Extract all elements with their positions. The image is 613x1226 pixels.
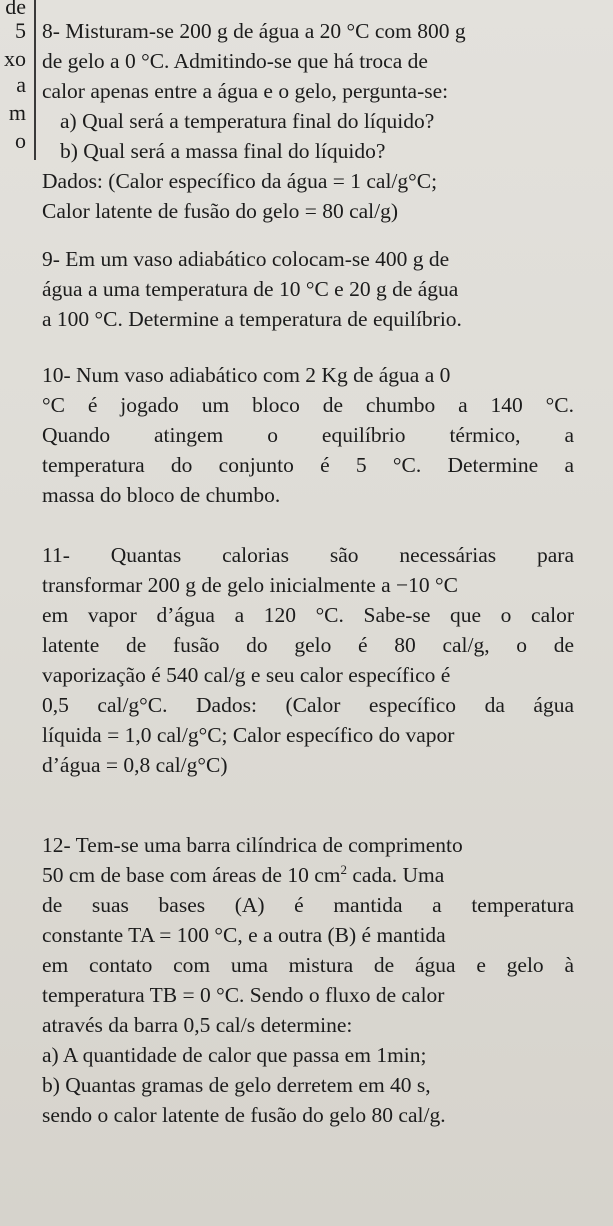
- q12-line2-end: cada. Uma: [347, 863, 445, 887]
- q11-line: 11- Quantas calorias são necessárias para: [42, 543, 574, 567]
- q12-item-a: a) A quantidade de calor que passa em 1min;: [42, 1043, 427, 1067]
- q9-line: água a uma temperatura de 10 °C e 20 g de água: [42, 277, 459, 301]
- margin-fragment: a: [16, 72, 26, 97]
- q12-line: através da barra 0,5 cal/s determine:: [42, 1013, 353, 1037]
- column-divider: [34, 0, 36, 160]
- q12-exponent: 2: [340, 861, 347, 877]
- q10-line: 10- Num vaso adiabático com 2 Kg de água a 0: [42, 363, 451, 387]
- q11-line: vaporização é 540 cal/g e seu calor específico é: [42, 663, 451, 687]
- q11-line: d’água = 0,8 cal/g°C): [42, 753, 228, 777]
- q11-line: líquida = 1,0 cal/g°C; Calor específico do vapor: [42, 723, 455, 747]
- q8-data-line: Dados: (Calor específico da água = 1 cal/g°C;: [42, 169, 438, 193]
- q8-line: calor apenas entre a água e o gelo, pergunta-se:: [42, 79, 449, 103]
- question-9: [42, 244, 574, 334]
- q8-line: de gelo a 0 °C. Admitindo-se que há troca de: [42, 49, 428, 73]
- question-11: [42, 540, 574, 780]
- margin-fragment: de: [5, 0, 26, 19]
- q10-line: Quando atingem o equilíbrio térmico, a: [42, 423, 574, 447]
- margin-fragment: o: [15, 128, 26, 153]
- q12-line: temperatura TB = 0 °C. Sendo o fluxo de calor: [42, 983, 445, 1007]
- q12-line: 12- Tem-se uma barra cilíndrica de comprimento: [42, 833, 463, 857]
- q9-line: a 100 °C. Determine a temperatura de equilíbrio.: [42, 307, 462, 331]
- question-12: [42, 830, 574, 1130]
- q12-line: em contato com uma mistura de água e gelo à: [42, 953, 574, 977]
- q10-line: °C é jogado um bloco de chumbo a 140 °C.: [42, 393, 574, 417]
- q8-data-line: Calor latente de fusão do gelo = 80 cal/g): [42, 199, 399, 223]
- question-10: [42, 360, 574, 510]
- q11-line: 0,5 cal/g°C. Dados: (Calor específico da água: [42, 693, 574, 717]
- q12-line: [42, 860, 574, 890]
- q8-item-b: b) Qual será a massa final do líquido?: [60, 139, 386, 163]
- q10-line: temperatura do conjunto é 5 °C. Determine a: [42, 453, 574, 477]
- q12-item-b-continued: sendo o calor latente de fusão do gelo 80 cal/g.: [42, 1103, 446, 1127]
- q12-line2-start: 50 cm de base com áreas de 10 cm: [42, 863, 341, 887]
- q12-line: constante TA = 100 °C, e a outra (B) é mantida: [42, 923, 446, 947]
- q8-line: 8- Misturam-se 200 g de água a 20 °C com 800 g: [42, 19, 466, 43]
- q11-line: transformar 200 g de gelo inicialmente a −10 °C: [42, 573, 458, 597]
- q11-line: latente de fusão do gelo é 80 cal/g, o de: [42, 633, 574, 657]
- margin-fragment: 5: [15, 18, 26, 43]
- margin-fragment: xo: [4, 46, 26, 71]
- q12-line: de suas bases (A) é mantida a temperatura: [42, 893, 574, 917]
- margin-fragment: m: [8, 100, 26, 125]
- q10-line: massa do bloco de chumbo.: [42, 483, 281, 507]
- q8-item-a: a) Qual será a temperatura final do líquido?: [60, 109, 435, 133]
- q11-line: em vapor d’água a 120 °C. Sabe-se que o calor: [42, 603, 574, 627]
- q9-line: 9- Em um vaso adiabático colocam-se 400 g de: [42, 247, 450, 271]
- question-8: [42, 16, 574, 226]
- q12-item-b: b) Quantas gramas de gelo derretem em 40 s,: [42, 1073, 431, 1097]
